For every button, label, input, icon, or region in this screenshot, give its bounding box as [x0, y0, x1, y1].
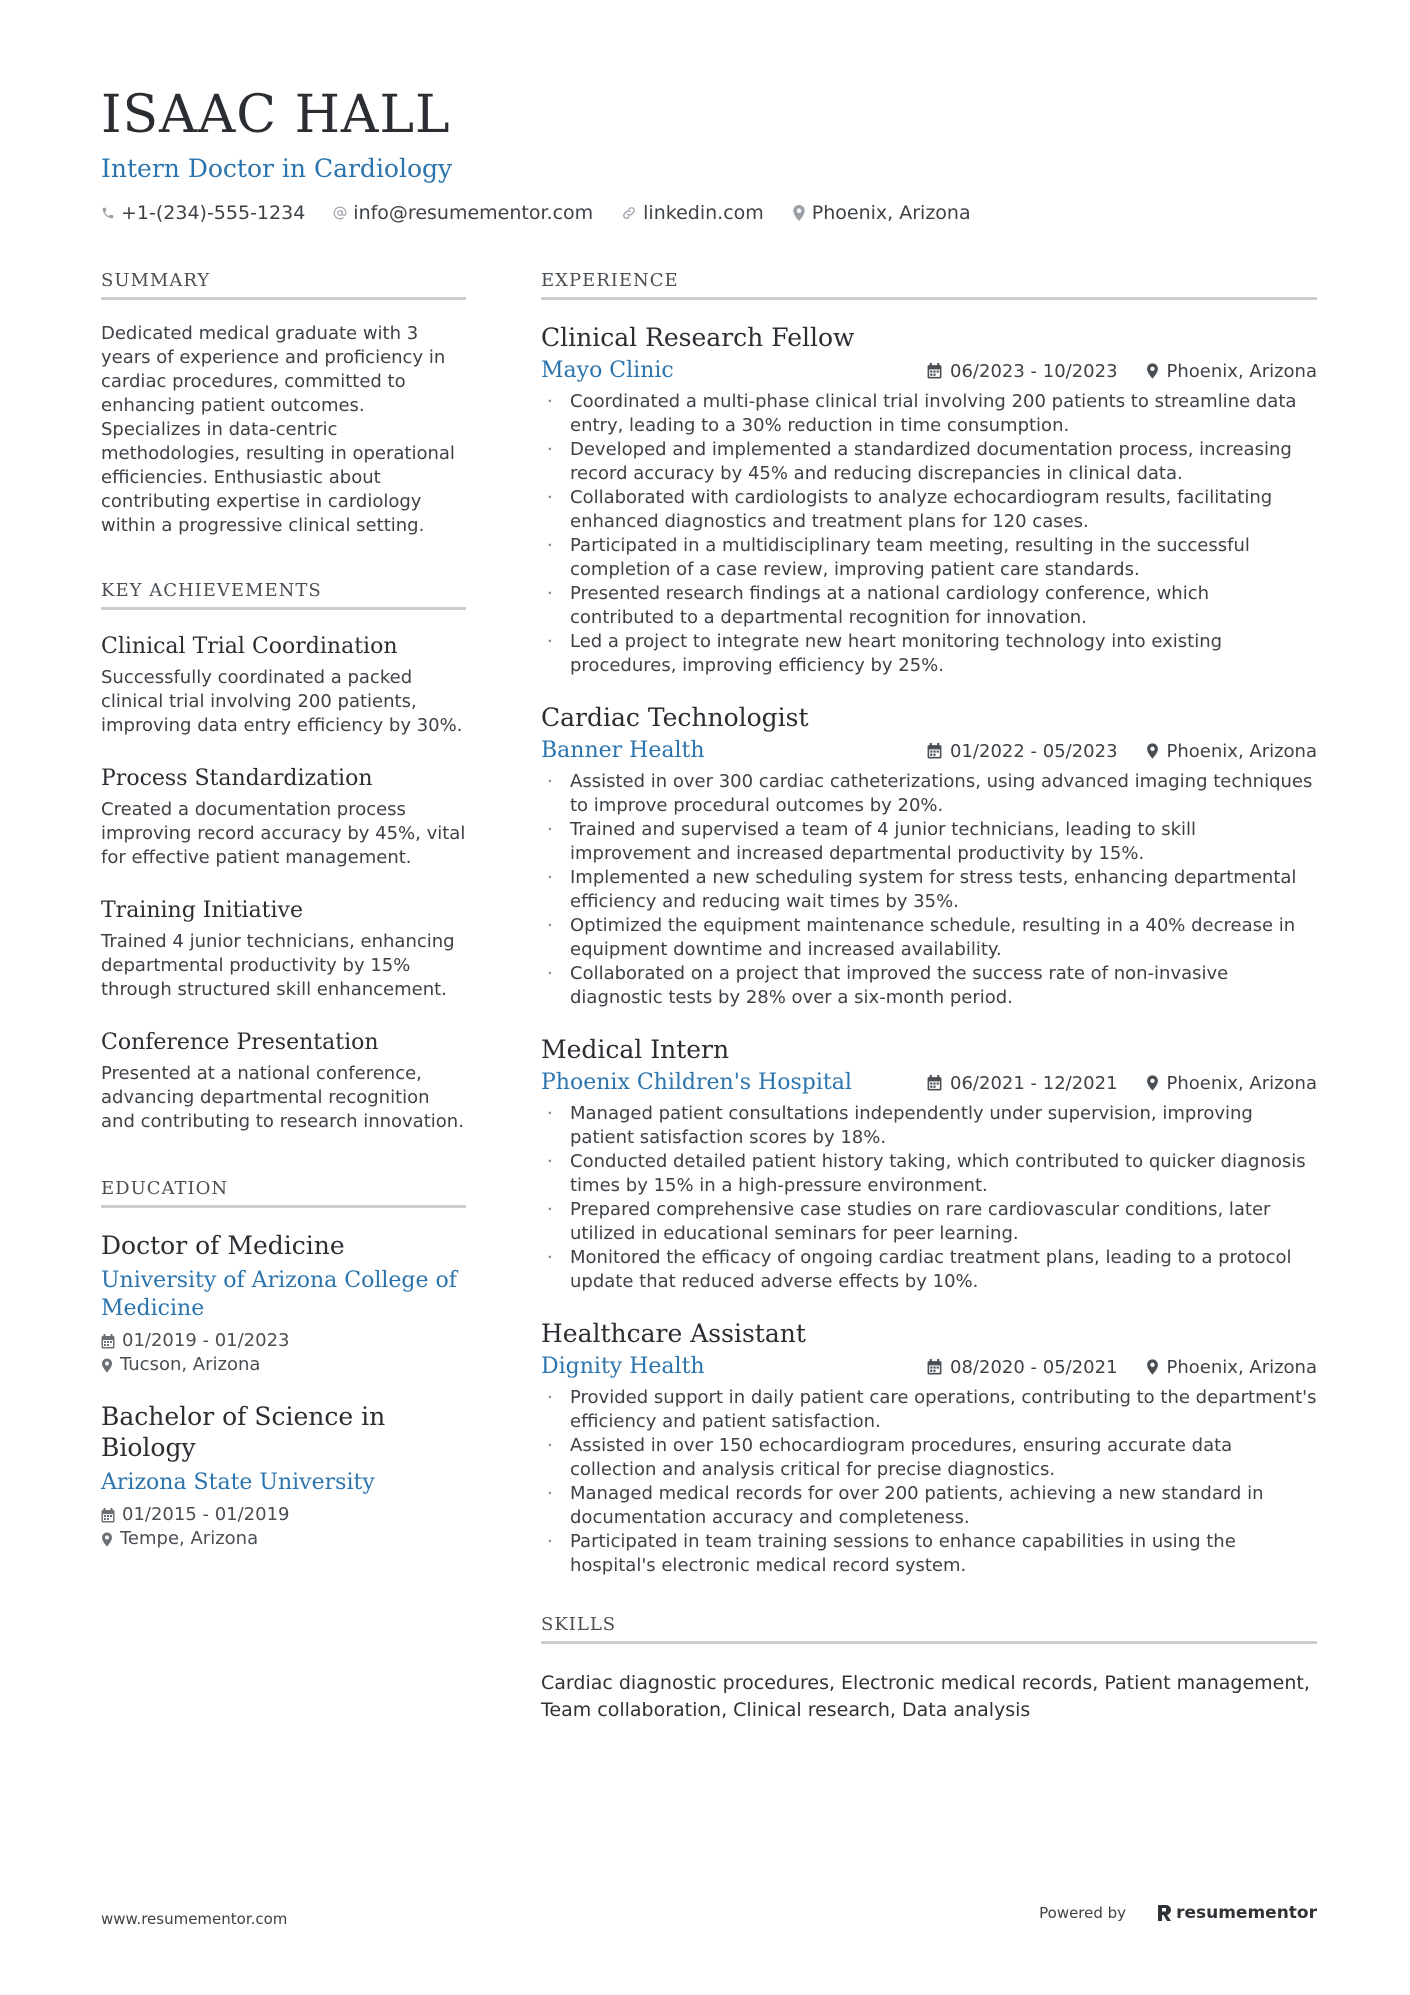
job-location: Phoenix, Arizona — [1146, 741, 1317, 762]
footer-website[interactable]: www.resumementor.com — [101, 1910, 288, 1928]
job-bullets — [541, 390, 1317, 678]
job-subheader — [541, 736, 1317, 766]
calendar-icon — [927, 1075, 942, 1091]
candidate-name: ISAAC HALL — [101, 85, 451, 145]
job-dates: 01/2022 - 05/2023 — [927, 741, 1118, 762]
achievement-text: Successfully coordinated a packed clinical trial involving 200 patients, improving data entry efficiency by 30%. — [101, 667, 463, 736]
contact-location — [792, 202, 971, 224]
achievement-item — [101, 632, 466, 738]
at-icon — [333, 206, 347, 220]
powered-by-label: Powered by — [1039, 1904, 1127, 1922]
job-entry — [541, 702, 1317, 1010]
skills-section — [541, 1614, 1317, 1724]
list-item: · Optimized the equipment maintenance schedule, resulting in a 40% decrease in equipment downtime and increased availability. — [541, 914, 1317, 962]
phone-text: +1-(234)-555-1234 — [121, 202, 306, 224]
achievement-text: Created a documentation process improving record accuracy by 45%, vital for effective patient management. — [101, 799, 466, 868]
right-column — [541, 270, 1317, 1724]
experience-section — [541, 270, 1317, 1578]
achievement-text: Presented at a national conference, advancing departmental recognition and contributing to research innovation. — [101, 1063, 464, 1132]
list-item: · Participated in team training sessions to enhance capabilities in using the hospital's electronic medical record system. — [541, 1530, 1317, 1578]
job-company: Phoenix Children's Hospital — [541, 1070, 852, 1095]
job-meta — [899, 1073, 1317, 1094]
job-subheader — [541, 356, 1317, 386]
resume-header — [101, 80, 1321, 224]
list-item: · Presented research findings at a national cardiology conference, which contributed to a departmental recognition for innovation. — [541, 582, 1317, 630]
skills-heading: SKILLS — [541, 1614, 1317, 1644]
brand-name: resumementor — [1176, 1903, 1317, 1923]
location-pin-icon — [792, 205, 806, 221]
achievement-item — [101, 1028, 466, 1134]
calendar-icon — [101, 1508, 115, 1523]
contact-email[interactable] — [333, 202, 593, 224]
summary-text: Dedicated medical graduate with 3 years of experience and proficiency in cardiac procedures, committed to enhancing patient outcomes. Specializes in data-centric methodologies, resulting in operational efficiencies. Enthusiastic about contributing expertise in cardiology within a progressive clinical setting. — [101, 323, 455, 536]
calendar-icon — [927, 1359, 942, 1375]
list-item: · Conducted detailed patient history taking, which contributed to quicker diagnosis times by 15% in a high-pressure environment. — [541, 1150, 1317, 1198]
job-dates: 08/2020 - 05/2021 — [927, 1357, 1118, 1378]
education-item — [101, 1230, 466, 1377]
location-pin-icon — [1146, 1359, 1159, 1375]
list-item: · Trained and supervised a team of 4 junior technicians, leading to skill improvement and increased departmental productivity by 15%. — [541, 818, 1317, 866]
education-degree: Doctor of Medicine — [101, 1231, 345, 1260]
email-text: info@resumementor.com — [353, 202, 594, 224]
list-item: · Participated in a multidisciplinary team meeting, resulting in the successful completion of a case review, improving patient care standards. — [541, 534, 1317, 582]
footer-powered — [1039, 1903, 1317, 1923]
list-item: · Led a project to integrate new heart monitoring technology into existing procedures, improving efficiency by 25%. — [541, 630, 1317, 678]
calendar-icon — [927, 363, 942, 379]
list-item: · Implemented a new scheduling system for stress tests, enhancing departmental efficiency and reducing wait times by 35%. — [541, 866, 1317, 914]
job-title: Clinical Research Fellow — [541, 323, 855, 352]
location-pin-icon — [1146, 1075, 1159, 1091]
job-location: Phoenix, Arizona — [1146, 1357, 1317, 1378]
job-bullets — [541, 770, 1317, 1010]
achievement-text: Trained 4 junior technicians, enhancing departmental productivity by 15% through structured skill enhancement. — [101, 931, 455, 1000]
job-bullets — [541, 1102, 1317, 1294]
job-title: Cardiac Technologist — [541, 703, 809, 732]
achievement-item — [101, 764, 466, 870]
job-subheader — [541, 1068, 1317, 1098]
contact-phone[interactable] — [101, 202, 305, 224]
list-item: · Monitored the efficacy of ongoing cardiac treatment plans, leading to a protocol update that reduced adverse effects by 10%. — [541, 1246, 1317, 1294]
list-item: · Prepared comprehensive case studies on rare cardiovascular conditions, later utilized in educational seminars for peer learning. — [541, 1198, 1317, 1246]
job-title: Medical Intern — [541, 1035, 730, 1064]
job-subheader — [541, 1352, 1317, 1382]
achievements-heading: KEY ACHIEVEMENTS — [101, 580, 466, 610]
list-item: · Collaborated on a project that improved the success rate of non-invasive diagnostic tests by 28% over a six-month period. — [541, 962, 1317, 1010]
education-dates: 01/2015 - 01/2019 — [101, 1503, 466, 1527]
education-location: Tempe, Arizona — [101, 1527, 466, 1551]
job-location: Phoenix, Arizona — [1146, 361, 1317, 382]
job-company: Dignity Health — [541, 1354, 705, 1379]
education-degree: Bachelor of Science in Biology — [101, 1402, 386, 1462]
list-item: · Managed medical records for over 200 patients, achieving a new standard in documentation accuracy and completeness. — [541, 1482, 1317, 1530]
education-dates: 01/2019 - 01/2023 — [101, 1329, 466, 1353]
linkedin-text: linkedin.com — [643, 202, 764, 224]
calendar-icon — [101, 1334, 115, 1349]
job-location: Phoenix, Arizona — [1146, 1073, 1317, 1094]
link-icon — [621, 205, 637, 221]
job-dates: 06/2023 - 10/2023 — [927, 361, 1118, 382]
achievement-title: Conference Presentation — [101, 1030, 379, 1055]
job-dates: 06/2021 - 12/2021 — [927, 1073, 1118, 1094]
list-item: · Provided support in daily patient care operations, contributing to the department's efficiency and patient satisfaction. — [541, 1386, 1317, 1434]
summary-heading: SUMMARY — [101, 270, 466, 300]
list-item: · Coordinated a multi-phase clinical trial involving 200 patients to streamline data entry, leading to a 30% reduction in time consumption. — [541, 390, 1317, 438]
job-meta — [899, 1357, 1317, 1378]
location-text: Phoenix, Arizona — [811, 202, 971, 224]
education-school: University of Arizona College of Medicine — [101, 1268, 457, 1321]
achievement-item — [101, 896, 466, 1002]
job-entry — [541, 1034, 1317, 1294]
achievement-title: Process Standardization — [101, 766, 373, 791]
education-item — [101, 1401, 466, 1551]
job-company: Banner Health — [541, 738, 705, 763]
experience-heading: EXPERIENCE — [541, 270, 1317, 300]
education-section — [101, 1178, 466, 1551]
achievement-title: Training Initiative — [101, 898, 304, 923]
left-column — [101, 270, 466, 1575]
list-item: · Assisted in over 300 cardiac catheterizations, using advanced imaging techniques to improve procedural outcomes by 20%. — [541, 770, 1317, 818]
skills-text: Cardiac diagnostic procedures, Electronic medical records, Patient management, Team collaboration, Clinical research, Data analysis — [541, 1672, 1310, 1721]
contact-linkedin[interactable] — [621, 202, 764, 224]
location-pin-icon — [101, 1532, 113, 1547]
resumementor-logo-icon — [1156, 1903, 1172, 1923]
job-entry — [541, 1318, 1317, 1578]
list-item: · Assisted in over 150 echocardiogram procedures, ensuring accurate data collection and analysis critical for precise diagnostics. — [541, 1434, 1317, 1482]
job-meta — [899, 361, 1317, 382]
job-entry — [541, 322, 1317, 678]
achievement-title: Clinical Trial Coordination — [101, 634, 398, 659]
job-title: Healthcare Assistant — [541, 1319, 806, 1348]
location-pin-icon — [1146, 363, 1159, 379]
list-item: · Managed patient consultations independently under supervision, improving patient satisfaction scores by 18%. — [541, 1102, 1317, 1150]
contact-bar — [101, 202, 1321, 224]
job-company: Mayo Clinic — [541, 358, 674, 383]
education-heading: EDUCATION — [101, 1178, 466, 1208]
location-pin-icon — [1146, 743, 1159, 759]
education-location: Tucson, Arizona — [101, 1353, 466, 1377]
achievements-section — [101, 580, 466, 1134]
brand-logo[interactable] — [1156, 1903, 1317, 1923]
job-meta — [899, 741, 1317, 762]
education-school: Arizona State University — [101, 1470, 375, 1495]
summary-section — [101, 270, 466, 538]
location-pin-icon — [101, 1358, 113, 1373]
phone-icon — [101, 206, 115, 220]
list-item: · Collaborated with cardiologists to analyze echocardiogram results, facilitating enhanced diagnostics and treatment plans for 120 cases. — [541, 486, 1317, 534]
job-bullets — [541, 1386, 1317, 1578]
calendar-icon — [927, 743, 942, 759]
candidate-title: Intern Doctor in Cardiology — [101, 154, 453, 183]
list-item: · Developed and implemented a standardized documentation process, increasing record accuracy by 45% and reducing discrepancies in clinical data. — [541, 438, 1317, 486]
